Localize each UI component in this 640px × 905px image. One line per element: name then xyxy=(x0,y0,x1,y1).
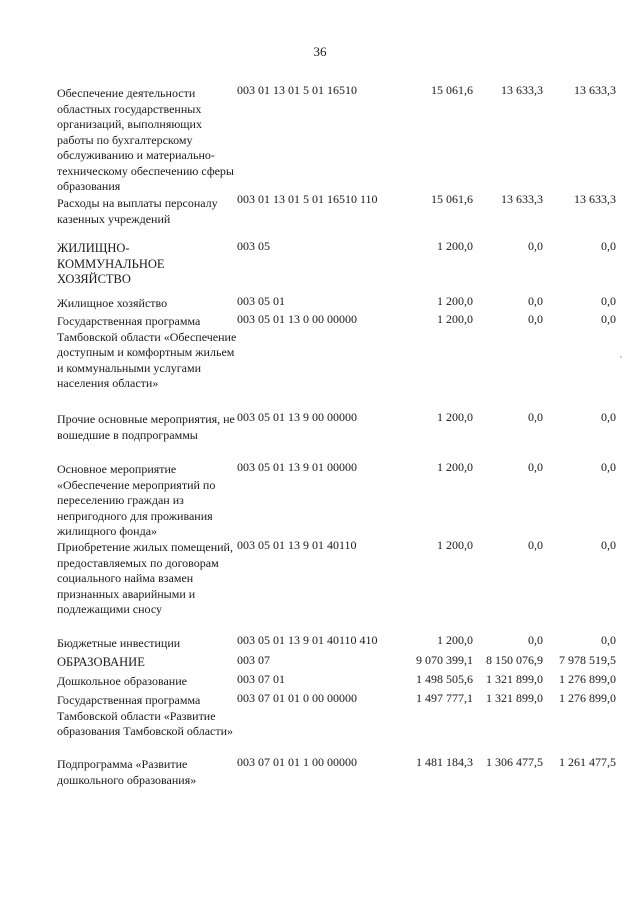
row-value-2: 0,0 xyxy=(528,460,543,474)
row-value-1: 1 200,0 xyxy=(437,410,473,424)
row-value-1: 1 200,0 xyxy=(437,633,473,647)
row-value-1: 9 070 399,1 xyxy=(416,653,473,667)
row-value-3: 0,0 xyxy=(601,239,616,253)
row-value-2: 0,0 xyxy=(528,410,543,424)
row-value-1: 1 200,0 xyxy=(437,460,473,474)
table-row xyxy=(0,239,640,294)
table-row xyxy=(0,691,640,755)
row-value-2: 0,0 xyxy=(528,294,543,308)
row-value-1: 1 497 777,1 xyxy=(416,691,473,705)
row-value-3: 1 261 477,5 xyxy=(559,755,616,769)
row-name: Жилищное хозяйство xyxy=(57,296,168,310)
table-row xyxy=(0,80,640,192)
row-code: 003 07 01 01 0 00 00000 xyxy=(237,691,357,705)
row-value-2: 1 321 899,0 xyxy=(486,672,543,686)
row-value-1: 15 061,6 xyxy=(431,83,473,97)
budget-table xyxy=(0,80,640,795)
row-value-2: 0,0 xyxy=(528,239,543,253)
row-name: Расходы на выплаты персоналу казенных учреждений xyxy=(57,196,218,226)
row-code: 003 07 01 01 1 00 00000 xyxy=(237,755,357,769)
row-code: 003 05 xyxy=(237,239,270,253)
row-name: Прочие основные мероприятия, не вошедшие в подпрограммы xyxy=(57,412,235,442)
row-value-2: 0,0 xyxy=(528,633,543,647)
row-value-2: 13 633,3 xyxy=(501,192,543,206)
row-value-3: 0,0 xyxy=(601,460,616,474)
scan-artifact xyxy=(620,356,622,358)
row-code: 003 05 01 13 9 01 40110 xyxy=(237,538,357,552)
row-code: 003 01 13 01 5 01 16510 110 xyxy=(237,192,378,206)
row-value-1: 15 061,6 xyxy=(431,192,473,206)
table-row xyxy=(0,538,640,633)
table-row xyxy=(0,755,640,795)
row-value-3: 0,0 xyxy=(601,410,616,424)
row-value-3: 0,0 xyxy=(601,538,616,552)
row-value-3: 7 978 519,5 xyxy=(559,653,616,667)
row-value-1: 1 200,0 xyxy=(437,312,473,326)
row-value-3: 13 633,3 xyxy=(574,192,616,206)
row-value-1: 1 200,0 xyxy=(437,538,473,552)
row-name: Обеспечение деятельности областных государственных организаций, выполняющих работы по бухгалтерскому обслуживанию и материально-техническому обеспечению сферы образования xyxy=(57,86,234,193)
row-value-2: 0,0 xyxy=(528,312,543,326)
row-code: 003 07 01 xyxy=(237,672,285,686)
row-value-3: 0,0 xyxy=(601,633,616,647)
row-value-2: 1 321 899,0 xyxy=(486,691,543,705)
row-value-3: 0,0 xyxy=(601,294,616,308)
table-row xyxy=(0,672,640,691)
row-code: 003 05 01 13 9 01 00000 xyxy=(237,460,357,474)
table-row xyxy=(0,410,640,460)
row-code: 003 07 xyxy=(237,653,270,667)
row-name: Государственная программа Тамбовской области «Обеспечение доступным и комфортным жильем и коммунальными услугами населения области» xyxy=(57,314,237,390)
row-code: 003 01 13 01 5 01 16510 xyxy=(237,83,357,97)
table-row xyxy=(0,192,640,239)
row-value-1: 1 481 184,3 xyxy=(416,755,473,769)
row-value-3: 0,0 xyxy=(601,312,616,326)
row-name: ОБРАЗОВАНИЕ xyxy=(57,655,145,669)
row-name: ЖИЛИЩНО-КОММУНАЛЬНОЕ ХОЗЯЙСТВО xyxy=(57,241,165,286)
row-value-3: 1 276 899,0 xyxy=(559,691,616,705)
row-value-1: 1 200,0 xyxy=(437,239,473,253)
row-value-1: 1 200,0 xyxy=(437,294,473,308)
row-code: 003 05 01 13 0 00 00000 xyxy=(237,312,357,326)
row-code: 003 05 01 xyxy=(237,294,285,308)
row-name: Приобретение жилых помещений, предоставляемых по договорам социального найма взамен признанных аварийными и подлежащими сносу xyxy=(57,540,233,616)
table-row xyxy=(0,312,640,410)
row-value-1: 1 498 505,6 xyxy=(416,672,473,686)
page-number: 36 xyxy=(313,44,327,59)
row-code: 003 05 01 13 9 00 00000 xyxy=(237,410,357,424)
row-name: Основное мероприятие «Обеспечение мероприятий по переселению граждан из непригодного для проживания жилищного фонда» xyxy=(57,462,216,538)
row-value-3: 1 276 899,0 xyxy=(559,672,616,686)
row-value-2: 1 306 477,5 xyxy=(486,755,543,769)
row-value-3: 13 633,3 xyxy=(574,83,616,97)
row-name: Государственная программа Тамбовской области «Развитие образования Тамбовской области» xyxy=(57,693,234,738)
row-name: Дошкольное образование xyxy=(57,674,187,688)
row-value-2: 13 633,3 xyxy=(501,83,543,97)
row-value-2: 8 150 076,9 xyxy=(486,653,543,667)
table-row xyxy=(0,460,640,538)
row-code: 003 05 01 13 9 01 40110 410 xyxy=(237,633,378,647)
table-row xyxy=(0,633,640,653)
row-name: Подпрограмма «Развитие дошкольного образования» xyxy=(57,757,197,787)
table-row xyxy=(0,653,640,672)
table-row xyxy=(0,294,640,312)
row-name: Бюджетные инвестиции xyxy=(57,636,181,650)
row-value-2: 0,0 xyxy=(528,538,543,552)
